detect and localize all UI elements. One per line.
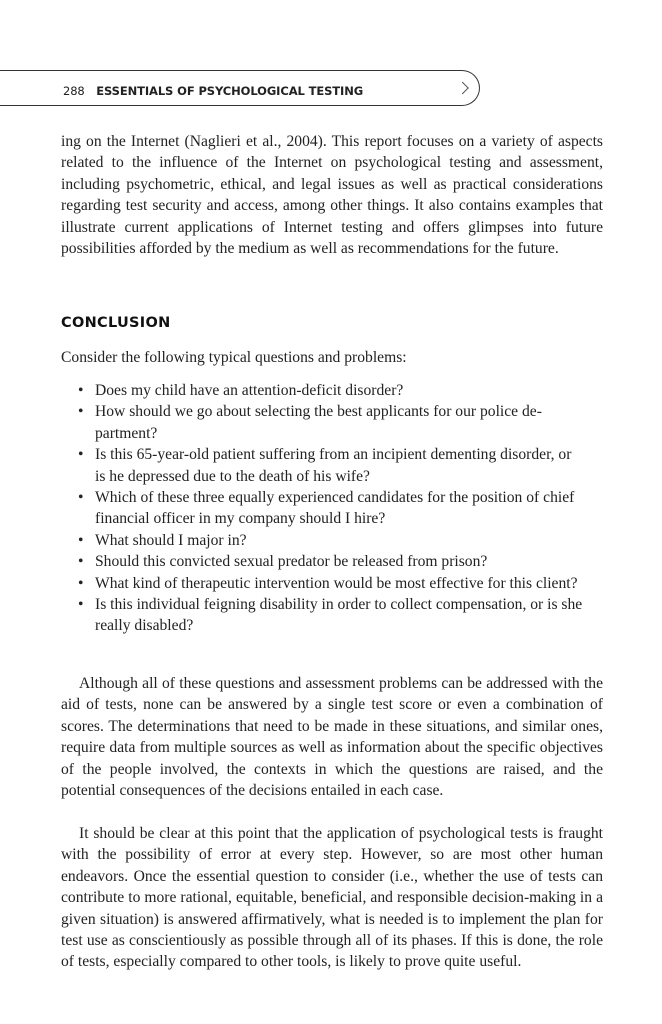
intro-paragraph: Consider the following typical questions and problems: — [61, 349, 407, 366]
list-item: • Should this convicted sexual predator be released from prison? — [61, 551, 603, 572]
question-list — [61, 380, 603, 637]
list-item: • Does my child have an attention-deficit disorder? — [61, 380, 603, 401]
list-item: • What kind of therapeutic intervention would be most effective for this client? — [61, 573, 603, 594]
list-item: • Is this 65-year-old patient suffering from an incipient dementing disorder, or is he depressed due to the death of his wife? — [61, 444, 603, 487]
list-item: • Which of these three equally experienced candidates for the position of chief financial officer in my company should I hire? — [61, 487, 603, 530]
body-paragraph: Although all of these questions and assessment problems can be addressed with the aid of tests, none can be answered by a single test score or even a combination of scores. The determinations that need to be made in these situations, and similar ones, require data from multiple sources as well as information about the specific objectives of the people involved, the contexts in which the questions are raised, and the potential consequences of the decisions entailed in each case. — [61, 675, 603, 800]
list-item: • What should I major in? — [61, 530, 603, 551]
body-paragraph: It should be clear at this point that the application of psychological tests is fraught with the possibility of error at every step. However, so are most other human endeavors. Once the essential question to consider (i.e., whether the use of tests can contribute to more rational, equitable, beneficial, and responsible decision-making in a given situation) is answered affirmatively, what is needed is to implement the plan for test use as conscientiously as possible through all of its phases. If this is done, the role of tests, especially compared to other tools, is likely to prove quite useful. — [61, 825, 603, 971]
list-item: • How should we go about selecting the best applicants for our police department? — [61, 401, 603, 444]
book-title: ESSENTIALS OF PSYCHOLOGICAL TESTING — [96, 84, 364, 98]
section-heading: CONCLUSION — [61, 315, 171, 331]
running-head — [63, 84, 363, 98]
list-item: • Is this individual feigning disability in order to collect compensation, or is she really disabled? — [61, 594, 603, 637]
body-paragraph: ing on the Internet (Naglieri et al., 2004). This report focuses on a variety of aspects related to the influence of the Internet on psychological testing and assessment, including psychometric, ethical, and legal issues as well as practical considerations regarding test security and access, among other things. It also contains examples that illustrate current applications of Internet testing and offers glimpses into future possibilities afforded by the medium as well as recommendations for the future. — [61, 133, 603, 258]
page-number: 288 — [63, 84, 85, 98]
